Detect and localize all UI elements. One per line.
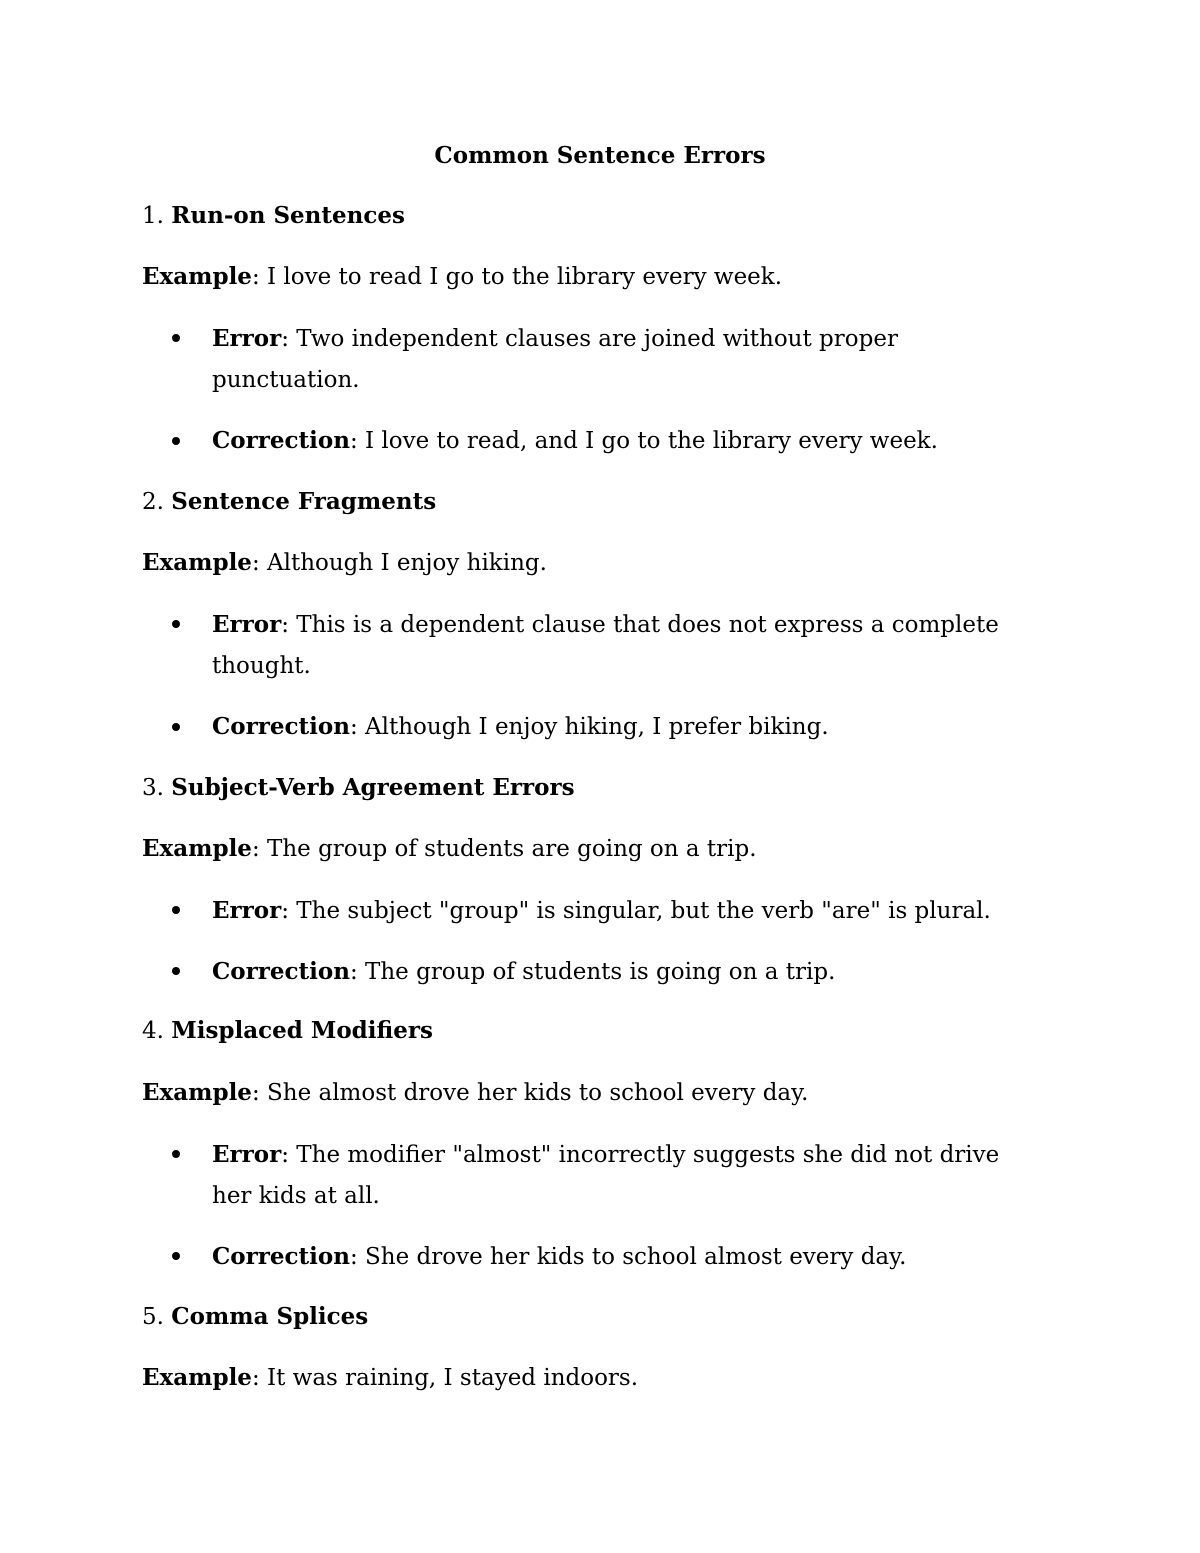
bullet-icon [172,620,180,628]
section-number: 4. [142,1018,164,1044]
error-label: Error [212,325,282,352]
correction-text: : I love to read, and I go to the library every week. [349,428,938,454]
error-text: : Two independent clauses are joined without proper punctuation. [212,326,898,393]
example-text: : The group of students are going on a trip. [251,836,757,862]
section-heading [142,1301,368,1333]
section-title: Sentence Fragments [171,488,437,515]
bullet-icon [172,1252,180,1260]
section-heading [142,1015,433,1047]
example-label: Example [142,1079,252,1106]
section-heading [142,200,405,232]
example-label: Example [142,835,252,862]
section-title: Misplaced Modifiers [171,1017,433,1044]
section-number: 2. [142,489,164,515]
correction-label: Correction [212,713,350,740]
example-line [142,1077,808,1109]
section-title: Subject-Verb Agreement Errors [171,774,575,801]
error-item [212,890,1042,932]
example-line [142,261,782,293]
correction-label: Correction [212,958,350,985]
correction-label: Correction [212,1243,350,1270]
section-heading [142,772,575,804]
example-line [142,1362,638,1394]
example-text: : She almost drove her kids to school every day. [251,1080,809,1106]
section-title: Comma Splices [171,1303,369,1330]
example-label: Example [142,1364,252,1391]
correction-item [212,951,1042,993]
example-label: Example [142,263,252,290]
example-label: Example [142,549,252,576]
section-title: Run-on Sentences [171,202,405,229]
error-text: : The subject "group" is singular, but the verb "are" is plural. [281,898,991,924]
example-text: : It was raining, I stayed indoors. [251,1365,639,1391]
correction-item [212,706,1042,748]
example-line [142,833,757,865]
example-line [142,547,547,579]
bullet-icon [172,1150,180,1158]
bullet-icon [172,334,180,342]
section-number: 3. [142,775,164,801]
document-title: Common Sentence Errors [434,142,766,169]
example-text: : I love to read I go to the library every week. [251,264,783,290]
error-text: : This is a dependent clause that does not express a complete thought. [212,612,999,679]
error-item [212,604,1042,687]
bullet-icon [172,437,180,445]
bullet-icon [172,967,180,975]
correction-label: Correction [212,427,350,454]
error-label: Error [212,1141,282,1168]
error-item [212,318,1042,401]
error-text: : The modifier "almost" incorrectly suggests she did not drive her kids at all. [212,1142,1000,1209]
error-item [212,1134,1042,1217]
section-number: 5. [142,1304,164,1330]
section-number: 1. [142,203,164,229]
bullet-icon [172,723,180,731]
correction-text: : The group of students is going on a trip. [349,959,836,985]
example-text: : Although I enjoy hiking. [251,550,547,576]
error-label: Error [212,611,282,638]
section-heading [142,486,436,518]
bullet-icon [172,906,180,914]
correction-text: : She drove her kids to school almost every day. [349,1244,907,1270]
correction-item [212,1236,1042,1278]
error-label: Error [212,897,282,924]
correction-item [212,420,1042,462]
correction-text: : Although I enjoy hiking, I prefer biking. [349,714,829,740]
